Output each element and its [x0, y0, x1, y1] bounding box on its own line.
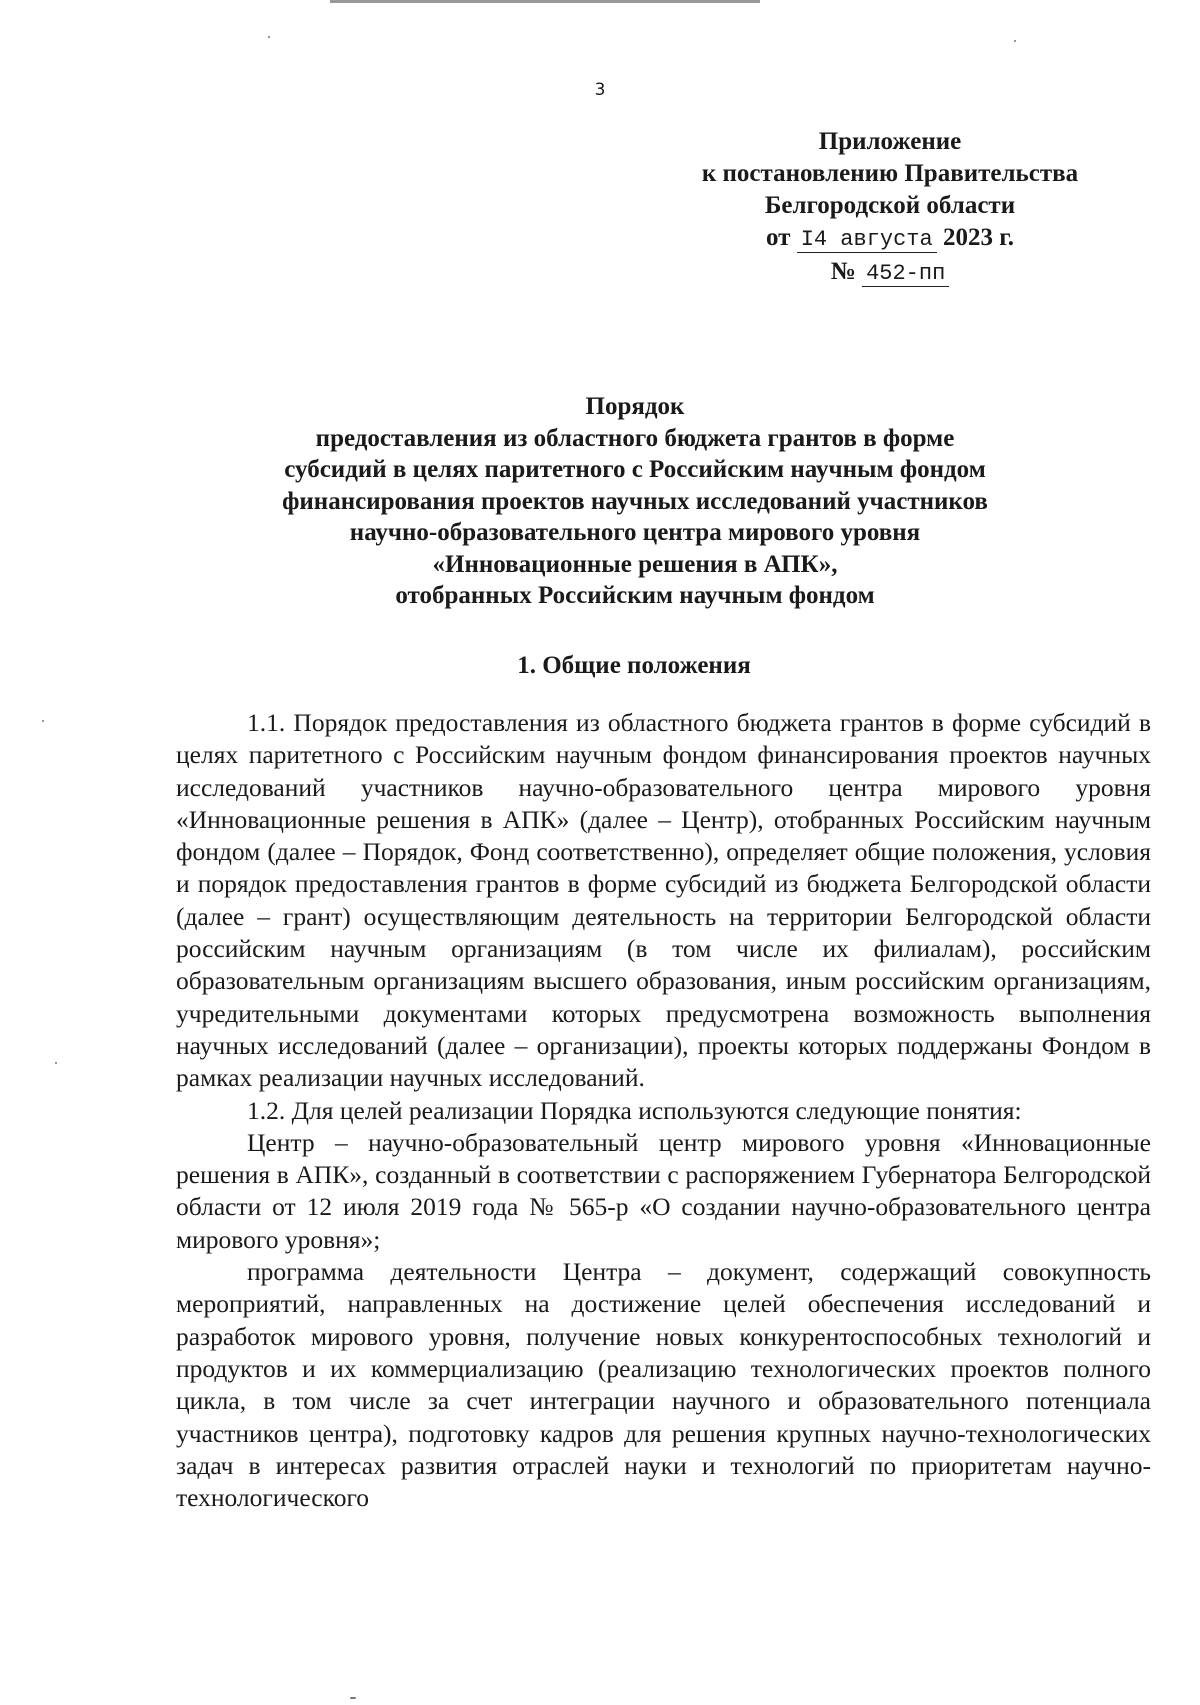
appendix-number — [655, 256, 1125, 290]
appendix-title: Приложение — [818, 128, 962, 155]
title-line: отобранных Российским научным фондом — [395, 582, 875, 609]
section-heading: 1. Общие положения — [517, 652, 751, 679]
date-suffix: 2023 г. — [942, 224, 1015, 251]
title-line: субсидий в целях паритетного с Российским научным фондом — [284, 456, 986, 483]
title-line: научно-образовательного центра мирового уровня — [349, 519, 921, 546]
scan-speck — [350, 1697, 356, 1699]
scan-artifact-line — [330, 0, 760, 3]
scan-speck — [1014, 40, 1016, 42]
title-line: предоставления из областного бюджета грантов в форме — [315, 424, 955, 452]
title-heading: Порядок — [585, 393, 685, 420]
scan-speck — [55, 1062, 57, 1064]
date-value: I4 августа — [797, 227, 937, 253]
appendix-line-2: к постановлению Правительства — [701, 160, 1079, 187]
paragraph-1-1: 1.1. Порядок предоставления из областного бюджета грантов в форме субсидий в целях паритетного с Российским научным фондом финансирования проектов научных исследований участников научно-образовательного центра мирового уровня «Инновационные решения в АПК» (далее – Центр), отобранных Российским научным фондом (далее – Порядок, Фонд соответственно), определяет общие положения, условия и порядок предоставления грантов в форме субсидий из бюджета Белгородской области (далее – грант) осуществляющим деятельность на территории Белгородской области российским научным организациям (в том числе их филиалам), российским образовательным организациям высшего образования, иным российским организациям, учредительными документами которых предусмотрена возможность выполнения научных исследований (далее – организации), проекты которых поддержаны Фондом в рамках реализации научных исследований. — [176, 708, 1151, 1093]
date-prefix: от — [765, 224, 791, 251]
appendix-date — [655, 222, 1125, 256]
paragraph-1-2: 1.2. Для целей реализации Порядка используются следующие понятия: — [247, 1095, 1022, 1125]
title-line: финансирования проектов научных исследований участников — [282, 487, 988, 515]
page-number: 3 — [594, 80, 606, 100]
appendix-header — [655, 126, 1125, 290]
document-title — [180, 391, 1090, 612]
number-value: 452-пп — [862, 261, 949, 287]
paragraph-center-definition: Центр – научно-образовательный центр мирового уровня «Инновационные решения в АПК», созданный в соответствии с распоряжением Губернатора Белгородской области от 12 июля 2019 года № 565-р «О создании научно-образовательного центра мирового уровня»; — [176, 1127, 1151, 1254]
number-prefix: № — [830, 258, 856, 285]
title-line: «Инновационные решения в АПК», — [432, 550, 838, 578]
body-text — [176, 707, 1151, 1514]
scan-speck — [268, 36, 270, 38]
paragraph-program-definition: программа деятельности Центра – документ, содержащий совокупность мероприятий, направленных на достижение целей обеспечения исследований и разработок мирового уровня, получение новых конкурентоспособных технологий и продуктов и их коммерциализацию (реализацию технологических проектов полного цикла, в том числе за счет интеграции научного и образовательного потенциала участников центра), подготовку кадров для решения крупных научно-технологических задач в интересах развития отраслей науки и технологий по приоритетам научно-технологического — [176, 1257, 1151, 1513]
appendix-line-3: Белгородской области — [764, 192, 1016, 219]
scan-speck — [42, 720, 44, 722]
